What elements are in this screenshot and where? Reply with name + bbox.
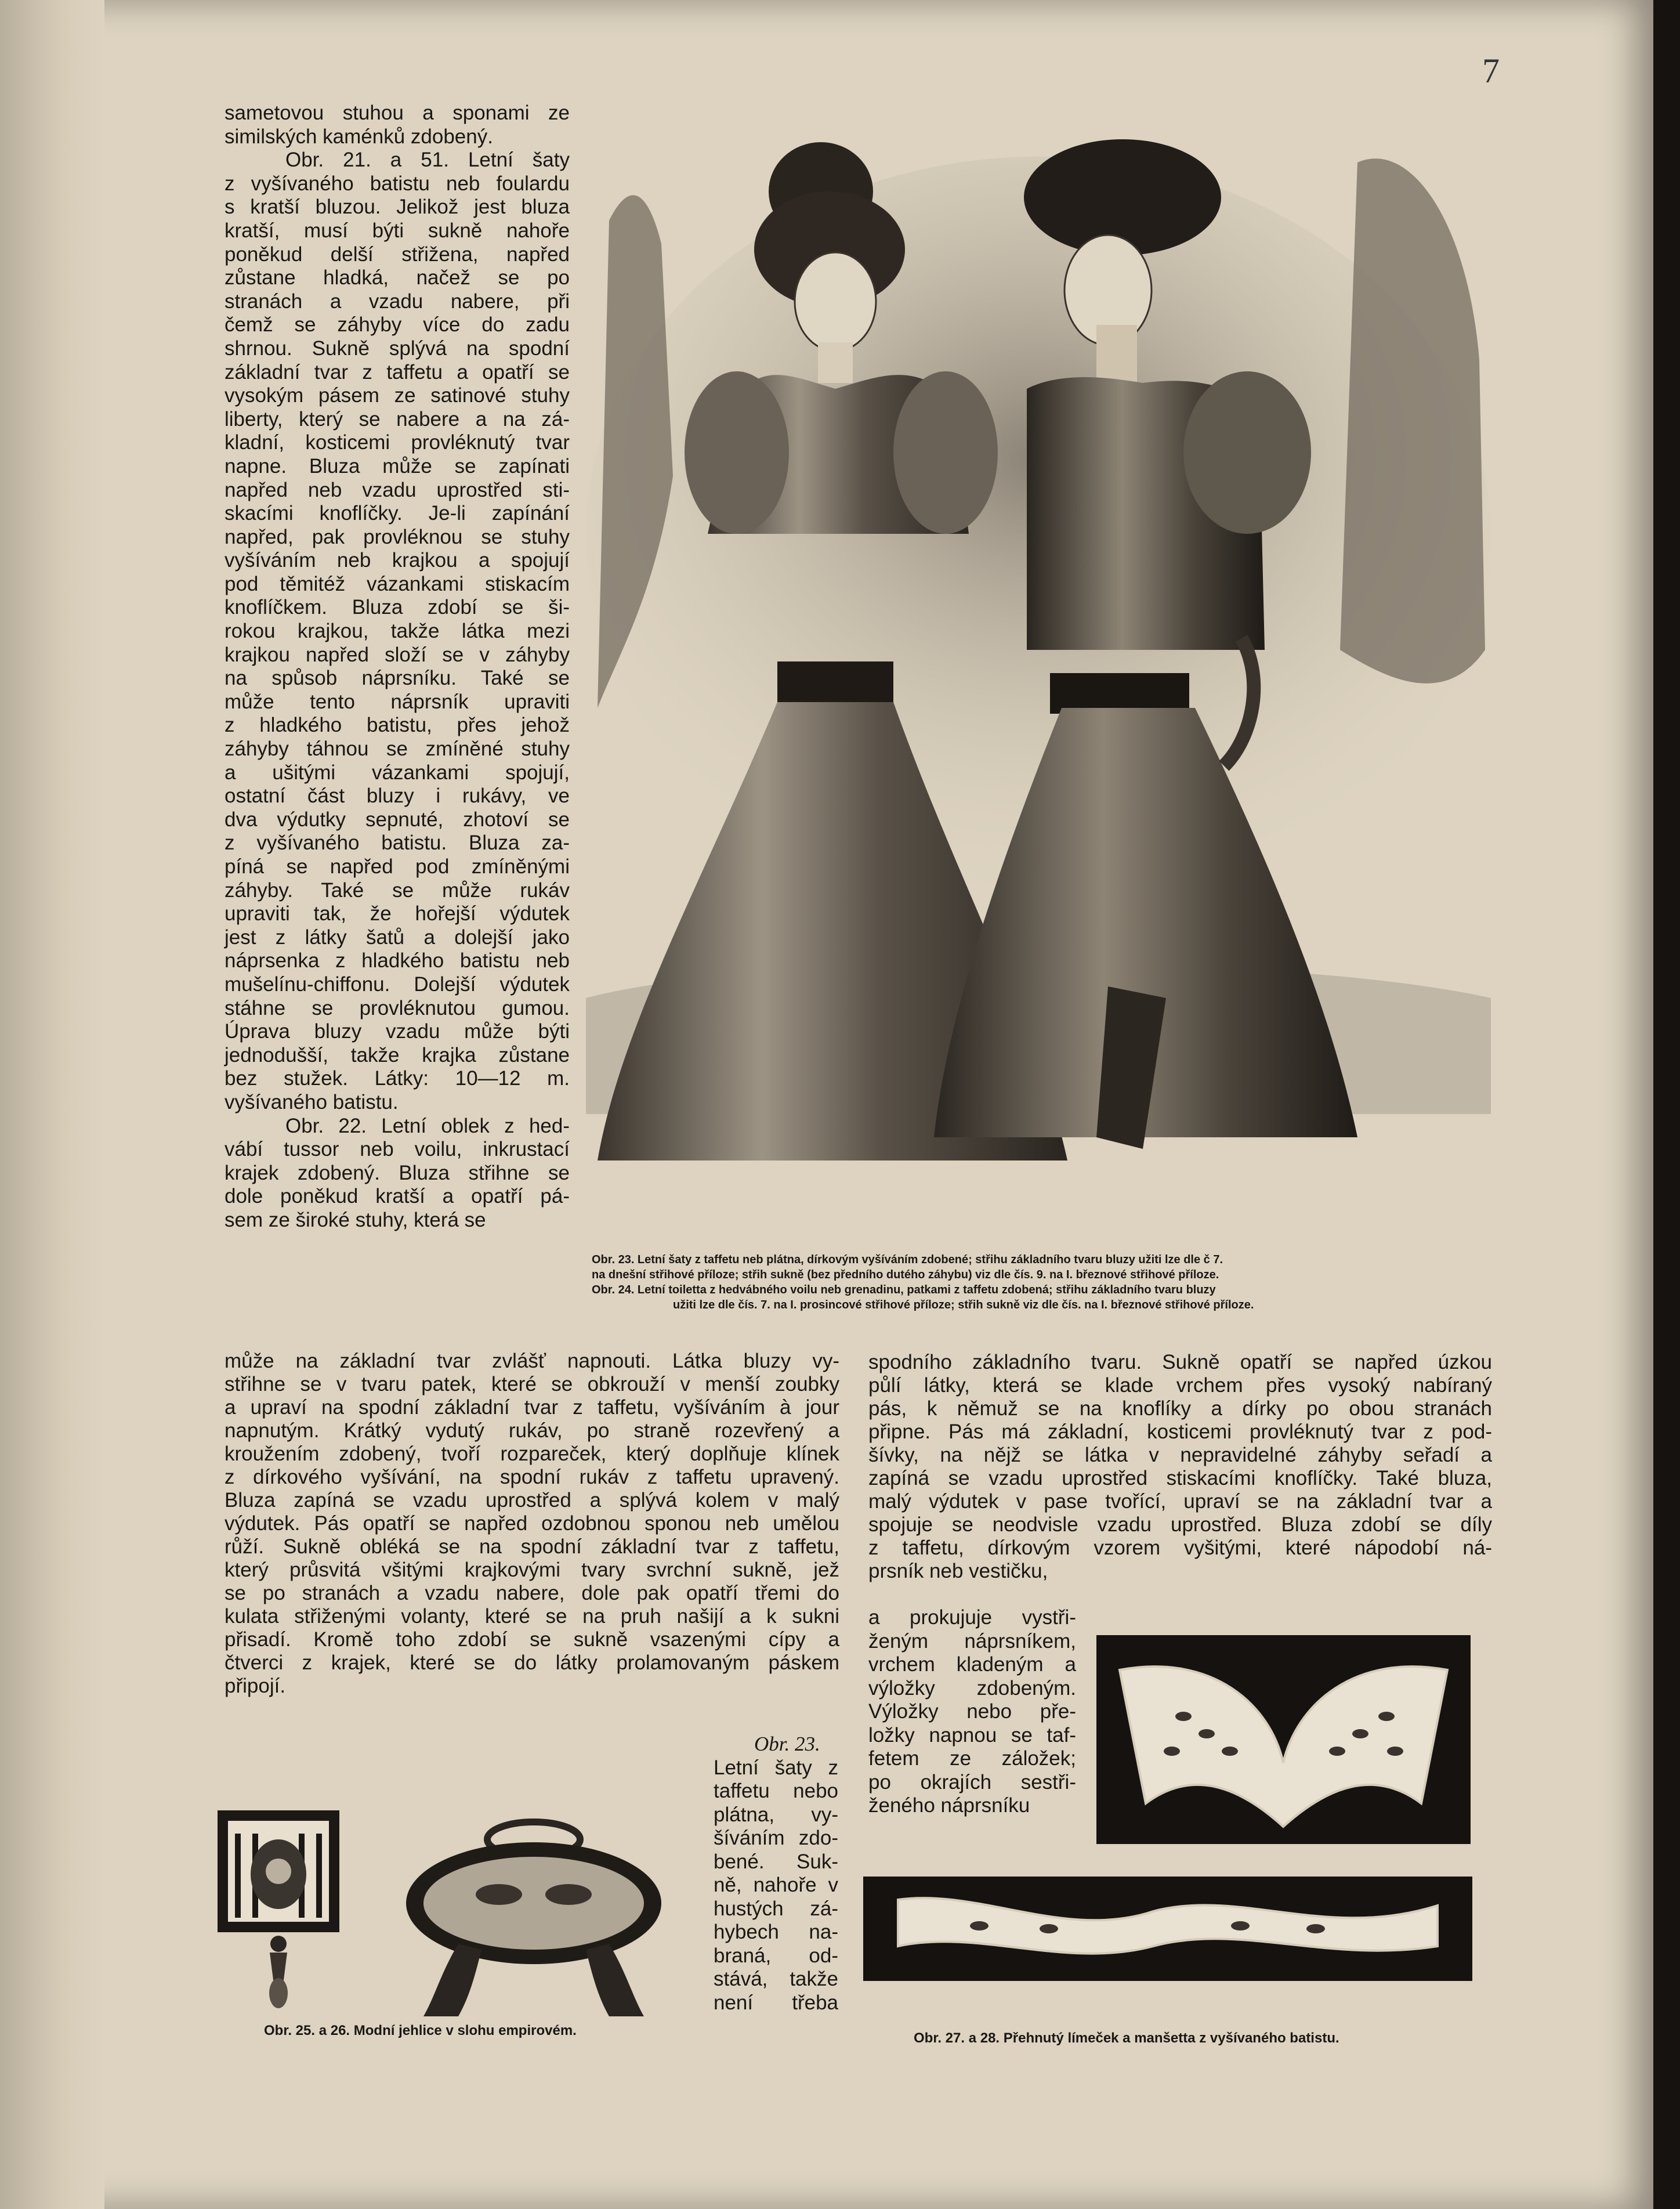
text-line: ložky napnou se taf- <box>868 1723 1076 1747</box>
text-line: kroužením zdobený, tvoří rozpareček, který doplňuje klínek <box>225 1442 839 1465</box>
text-line: Výložky nebo pře- <box>868 1700 1076 1723</box>
text-line: dva výdutky sepnuté, zhotoví se <box>225 808 570 831</box>
text-line: napřed, pak provléknou se stuhy <box>225 525 570 548</box>
text-line: bené. Suk- <box>714 1850 838 1873</box>
tree-right <box>1340 158 1485 684</box>
caption-figures-25-26: Obr. 25. a 26. Modní jehlice v slohu empirovém. <box>264 2023 577 2038</box>
empire-pins-illustration <box>215 1799 679 2019</box>
text-line: s kratší bluzou. Jelikož jest bluza <box>225 196 570 219</box>
text-line: sametovou stuhou a sponami ze <box>225 102 570 124</box>
text-line: výložky zdobeným. <box>868 1676 1076 1700</box>
caption-line: užiti lze dle čís. 7. na I. prosincové střihové příloze; střih sukně viz dle čís. na I. březnové střihové příloze. <box>673 1299 1254 1311</box>
text-line: zapíná se vzadu uprostřed stiskacími knoflíčky. Také bluza, <box>868 1467 1492 1489</box>
pin-oval <box>406 1822 661 2016</box>
text-line: z dírkového vyšívání, na spodní rukáv z taffetu upravený. <box>225 1466 839 1488</box>
text-line: rokou krajkou, takže látka mezi <box>225 620 570 643</box>
text-column-right <box>868 1351 1492 1583</box>
text-line: zůstane hladká, načež se po <box>225 266 570 290</box>
text-line: z taffetu, dírkovým vzorem vyšitými, které nápodobí ná- <box>868 1536 1492 1559</box>
text-line: pod těmitéž vázankami stiskacím <box>225 572 570 595</box>
text-line: náprsenka z hladkého batistu neb <box>225 949 570 972</box>
page-number: 7 <box>1482 52 1500 90</box>
text-line: vábí tussor neb voilu, inkrustací <box>225 1138 570 1161</box>
text-line: a prokujuje vystři- <box>868 1606 1076 1629</box>
text-line: krajkou napřed složí se v záhyby <box>225 643 570 666</box>
text-line: výdutek. Pás opatří se napřed ozdobnou sponou neb umělou <box>225 1512 839 1535</box>
text-line: z hladkého batistu, přes jehož <box>225 714 570 737</box>
text-line: po okrajích sestři- <box>868 1770 1076 1794</box>
text-line: šíváním zdo- <box>714 1827 838 1849</box>
text-line: který průsvitá všitými krajkovými tvary svrchní sukně, jež <box>225 1559 839 1581</box>
text-line: fetem ze záložek; <box>868 1747 1076 1770</box>
text-line: růží. Sukně obléká se na spodní základní tvar z taffetu, <box>225 1535 839 1558</box>
text-line: může na základní tvar zvlášť napnouti. Látka bluzy vy- <box>225 1350 839 1372</box>
collar-illustration <box>1096 1635 1471 1844</box>
text-line: poněkud delší střižena, napřed <box>225 243 570 266</box>
text-line: Bluza zapíná se vzadu uprostřed a splývá kolem v malý <box>225 1489 839 1512</box>
text-line: může tento náprsník upraviti <box>225 690 570 713</box>
text-line: mušelínu-chiffonu. Dolejší výdutek <box>225 972 570 996</box>
text-line: základní tvar z taffetu a opatří se <box>225 360 570 384</box>
text-line: napnutým. Krátký vydutý rukáv, po straně rozevřený a <box>225 1419 839 1442</box>
text-line: liberty, který se nabere a na zá- <box>225 407 570 431</box>
text-line: prsník neb vestičku, <box>868 1560 1048 1582</box>
text-line: a ušitými vázankami spojují, <box>225 761 570 784</box>
text-line: ně, nahoře v <box>714 1874 838 1896</box>
text-line: střihne se v tvaru patek, které se obkrouží v menší zoubky <box>225 1373 839 1395</box>
text-line: malý výdutek v pase tvořící, upraví se na základní tvar a <box>868 1490 1492 1513</box>
text-line: stává, takže <box>714 1968 838 1990</box>
text-line: hybech na- <box>714 1921 838 1943</box>
text-line: spodního základního tvaru. Sukně opatří se napřed úzkou <box>868 1351 1492 1373</box>
caption-figures-27-28: Obr. 27. a 28. Přehnutý límeček a manšetta z vyšívaného batistu. <box>914 2030 1339 2046</box>
cuff-illustration <box>863 1877 1472 1981</box>
text-line: hustých zá- <box>714 1897 838 1920</box>
text-line: ostatní část bluzy i rukávy, ve <box>225 784 570 808</box>
text-line: záhyby táhnou se zmíněné stuhy <box>225 737 570 761</box>
text-column-right-narrow <box>868 1606 1076 1818</box>
caption-line: Obr. 24. Letní toiletta z hedvábného voilu neb grenadinu, patkami z taffetu zdobená; střihu základního tvaru bluzy <box>592 1284 1216 1296</box>
text-line: dole poněkud kratší a opatří pá- <box>225 1185 570 1208</box>
text-line: taffetu nebo <box>714 1780 838 1802</box>
text-line: stranách a vzadu nabere, při <box>225 290 570 313</box>
text-line: napne. Bluza může se zapínati <box>225 454 570 478</box>
text-line: sem ze široké stuhy, která se <box>225 1208 486 1231</box>
caption-line: Obr. 23. Letní šaty z taffetu neb plátna, dírkovým vyšíváním zdobené; střihu základního tvaru bluzy užiti lze dle č 7. <box>592 1253 1223 1266</box>
text-line: ženým náprsníkem, <box>868 1629 1076 1653</box>
text-line: Úprava bluzy vzadu může býti <box>225 1020 570 1043</box>
text-line: kratší, musí býti sukně nahoře <box>225 219 570 242</box>
text-line: píná se napřed pod zmíněnými <box>225 855 570 878</box>
text-line: vrchem kladeným a <box>868 1653 1076 1676</box>
text-line: z vyšívaného batistu. Bluza za- <box>225 831 570 855</box>
text-line: jest z látky šatů a dolejší jako <box>225 925 570 949</box>
text-column-left <box>225 102 570 1232</box>
text-line: se po stranách a vzadu nabere, dole pak opatří třemi do <box>225 1582 839 1604</box>
text-line: spojuje se neodvisle vzadu uprostřed. Bluza zdobí se díly <box>868 1513 1492 1536</box>
text-line: vyšívaného batistu. <box>225 1090 399 1113</box>
page-gutter <box>0 0 104 2209</box>
text-line: bez stužek. Látky: 10—12 m. <box>225 1067 570 1090</box>
text-line: kladní, kosticemi provléknutý tvar <box>225 431 570 454</box>
caption-line: na dnešní střihové příloze; střih sukně (bez předního dutého záhybu) viz dle čís. 9. na I. březnové střihové příloze. <box>592 1268 1219 1281</box>
text-line: připne. Pás má základní, kosticemi provléknutý tvar z pod- <box>868 1420 1492 1443</box>
text-line: pás, k němuž se na knoflíky a dírky po obou stranách <box>868 1397 1492 1420</box>
text-line: upraviti tak, že hořejší výdutek <box>225 902 570 925</box>
text-line: Obr. 23. <box>754 1733 820 1755</box>
text-line: jednodušší, takže krajka zůstane <box>225 1043 570 1066</box>
text-line: čemž se záhyby více do zadu <box>225 313 570 337</box>
text-line: braná, od- <box>714 1944 838 1967</box>
text-line: vyšíváním neb krajkou a spojují <box>225 549 570 572</box>
text-line: půlí látky, která se klade vrchem přes vysoký nabíraný <box>868 1374 1492 1397</box>
text-line: přisadí. Kromě toho zdobí se sukně vsazenými cípy a <box>225 1628 839 1651</box>
text-line: knoflíčkem. Bluza zdobí se ši- <box>225 596 570 619</box>
text-column-wide <box>225 1350 839 1698</box>
text-line: vysokým pásem ze satinové stuhy <box>225 384 570 407</box>
text-line: similských kaménků zdobený. <box>225 125 493 148</box>
text-line: skacími knoflíčky. Je-li zapínání <box>225 502 570 525</box>
text-line: krajek zdobený. Bluza střihne se <box>225 1161 570 1184</box>
caption-figures-23-24 <box>592 1252 1497 1313</box>
text-line: a upraví na spodní základní tvar z taffetu, vyšíváním à jour <box>225 1396 839 1419</box>
text-line: shrnou. Sukně splývá na spodní <box>225 337 570 360</box>
text-line: plátna, vy- <box>714 1803 838 1826</box>
text-line: záhyby. Také se může rukáv <box>225 878 570 902</box>
text-line: ženého náprsníku <box>868 1794 1030 1817</box>
text-line: stáhne se provléknutou gumou. <box>225 996 570 1019</box>
text-line: kulata střiženými volanty, které se na pruh našijí a k sukni <box>225 1605 839 1628</box>
text-line: napřed neb vzadu uprostřed sti- <box>225 478 570 501</box>
text-line: z vyšívaného batistu neb foulardu <box>225 172 570 195</box>
text-line: Obr. 22. Letní oblek z hed- <box>285 1114 570 1137</box>
text-line: šívky, na nějž se látka v nepravidelné záhyby seřadí a <box>868 1444 1492 1466</box>
pin-square <box>218 1810 339 2008</box>
text-line: Obr. 21. a 51. Letní šaty <box>285 149 570 172</box>
text-line: připojí. <box>225 1675 286 1697</box>
text-column-narrow <box>714 1733 838 2015</box>
text-line: není třeba <box>714 1991 838 2014</box>
text-line: na spůsob náprsníku. Také se <box>225 667 570 690</box>
fashion-illustration <box>586 128 1491 1219</box>
text-line: čtverci z krajek, které se do látky prolamovaným páskem <box>225 1651 839 1674</box>
text-line: Letní šaty z <box>714 1756 838 1779</box>
